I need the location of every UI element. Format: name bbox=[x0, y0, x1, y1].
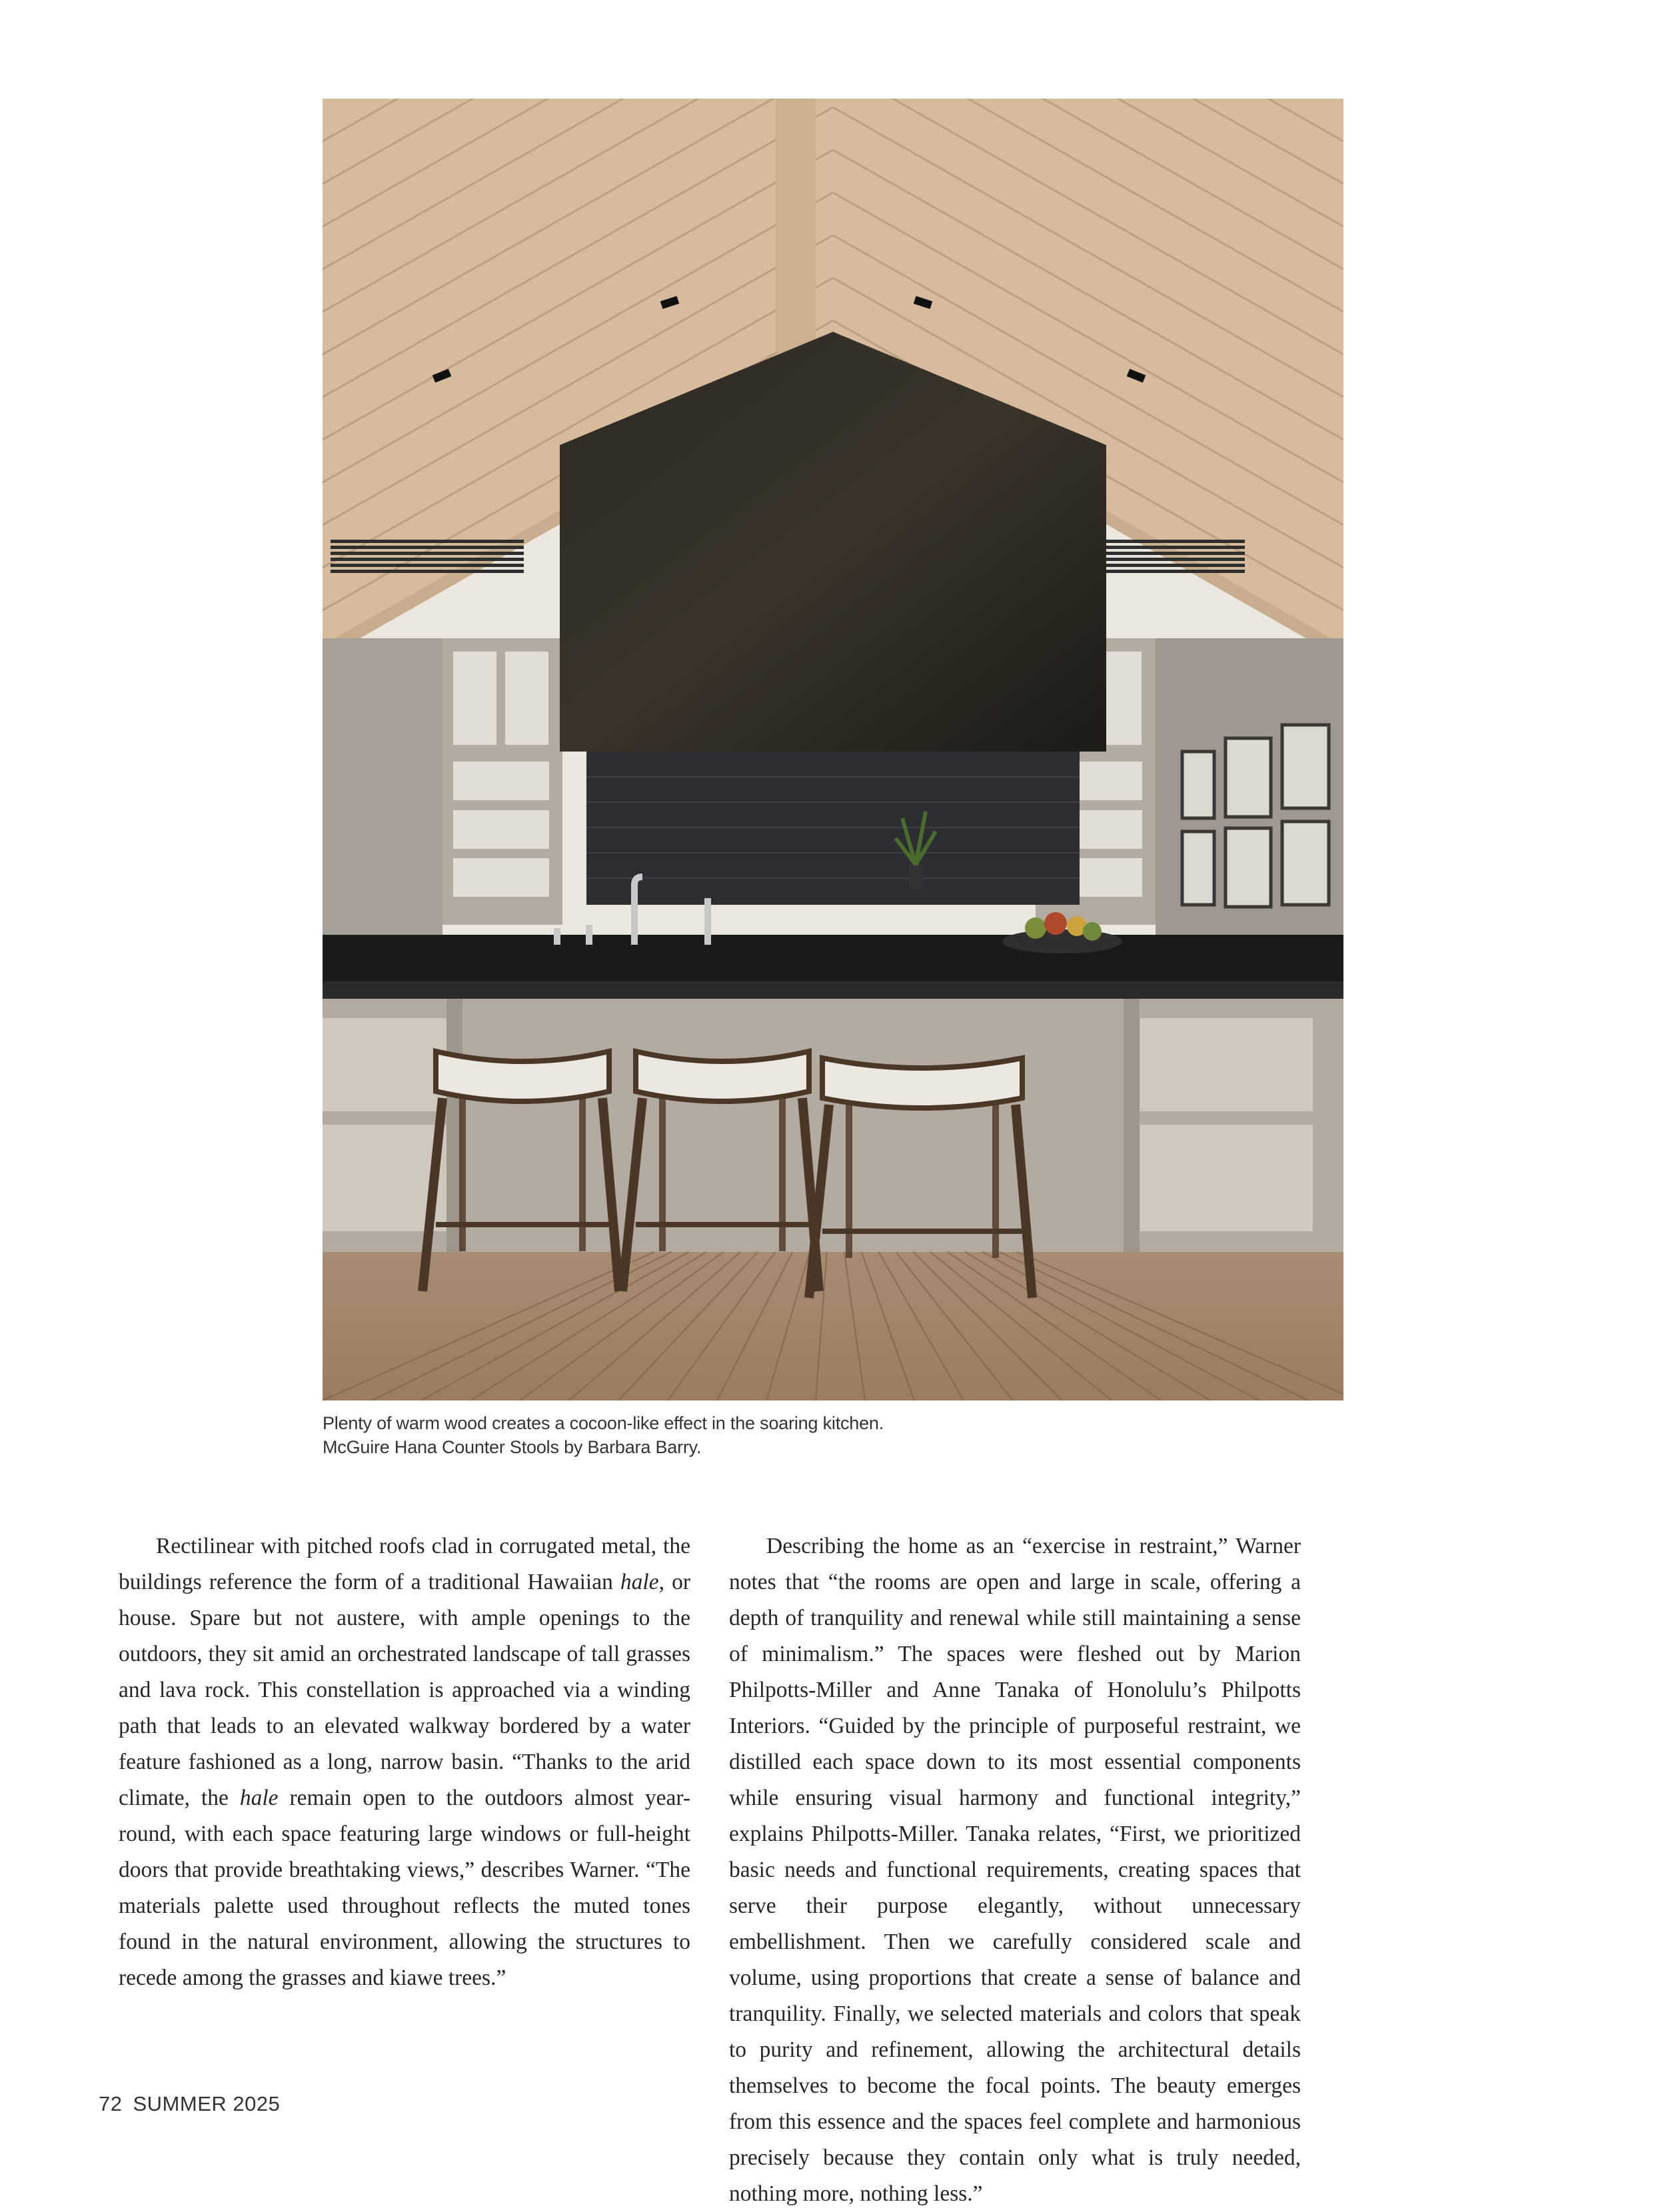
caption-line-2: McGuire Hana Counter Stools by Barbara Barry. bbox=[323, 1437, 702, 1457]
text-run: Rectilinear with pitched roofs clad in corrugated metal, the buildings reference the form of a traditional Hawaiian bbox=[119, 1534, 690, 1594]
counter-edge bbox=[323, 981, 1343, 999]
page-footer bbox=[99, 2092, 280, 2116]
page-number: 72 bbox=[99, 2092, 123, 2115]
text-run: remain open to the outdoors almost year-round, with each space featuring large windows or full-height doors that provide breathtaking views,” describes Warner. “The materials palette used throughout reflects the muted tones found in the natural environment, allowing the structures to recede among the grasses and kiawe trees.” bbox=[119, 1786, 691, 1990]
italic-term: hale bbox=[620, 1570, 659, 1594]
text-run: , or house. Spare but not austere, with ample openings to the outdoors, they sit amid an orchestrated landscape of tall grasses and lava rock. This constellation is approached via a winding path that leads to an elevated walkway bordered by a water feature fashioned as a long, narrow basin. “Thanks to the arid climate, the bbox=[119, 1570, 690, 1810]
wood-floor bbox=[323, 1252, 1343, 1400]
ridge-beam bbox=[776, 99, 816, 352]
article-paragraph bbox=[119, 1528, 690, 1996]
photo-caption bbox=[323, 1411, 1343, 1459]
article-column-left bbox=[119, 1528, 690, 1996]
article-paragraph: Describing the home as an “exercise in restraint,” Warner notes that “the rooms are open and large in scale, offering a depth of tranquility and renewal while still maintaining a sense of minimalism.” The spaces were fleshed out by Marion Philpotts-Miller and Anne Tanaka of Honolulu’s Philpotts Interiors. “Guided by the principle of purposeful restraint, we distilled each space down to its most essential components while ensuring visual harmony and functional integrity,” explains Philpotts-Miller. Tanaka relates, “First, we prioritized basic needs and functional requirements, creating spaces that serve their purpose elegantly, without unnecessary embellishment. Then we carefully considered scale and volume, using proportions that create a sense of balance and tranquility. Finally, we selected materials and colors that speak to purity and refinement, allowing the architectural details themselves to become the focal points. The beauty emerges from this essence and the spaces feel complete and harmonious precisely because they contain only what is truly needed, nothing more, nothing less.” bbox=[729, 1534, 1301, 2206]
article-column-right bbox=[729, 1528, 1301, 2212]
kitchen-photo bbox=[323, 99, 1343, 1400]
italic-term: hale bbox=[239, 1786, 279, 1810]
issue-label: SUMMER 2025 bbox=[133, 2092, 281, 2115]
island-countertop bbox=[323, 935, 1343, 981]
caption-line-1: Plenty of warm wood creates a cocoon-like effect in the soaring kitchen. bbox=[323, 1413, 884, 1433]
